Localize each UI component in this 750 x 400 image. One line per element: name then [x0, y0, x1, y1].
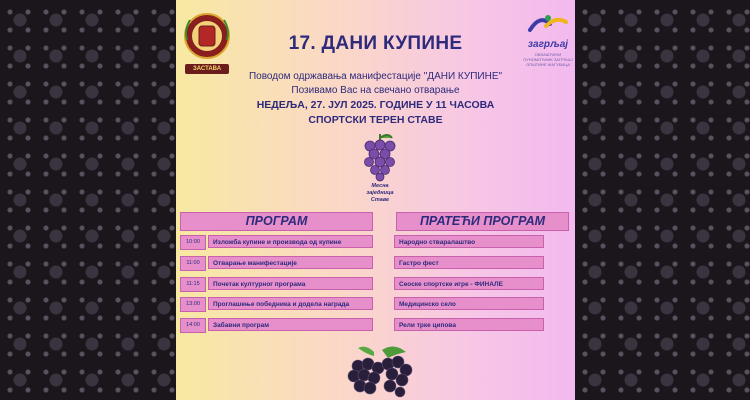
program-time: 10:00 [180, 235, 206, 250]
page-title: 17. ДАНИ КУПИНЕ [288, 33, 463, 54]
program-time: 14:00 [180, 318, 206, 333]
side-program-heading: ПРАТЕЋИ ПРОГРАМ [396, 212, 569, 231]
grapes-icon [360, 132, 400, 182]
event-date: НЕДЕЉА, 27. ЈУЛ 2025. ГОДИНЕ У 11 ЧАСОВА [256, 99, 495, 111]
program-heading: ПРОГРАМ [180, 212, 373, 231]
logo-subtitle: ОВЛАШЋЕНИ ПУНОМОЋНИК ЗАГРЉАЈ ОПШТИНЕ ЖАГУБИЦА [523, 52, 573, 67]
program-item: Изложба купине и производа од купине [208, 235, 373, 248]
intro-line-1: Поводом одржавања манифестације "ДАНИ КУПИНЕ" [248, 71, 503, 82]
program-item: Отварање манифестације [208, 256, 373, 269]
program-item: Проглашење победника и додела награда [208, 297, 373, 310]
zagrljaj-logo [522, 14, 574, 76]
program-time: 13:00 [180, 297, 206, 312]
blackberries-icon [344, 342, 416, 400]
program-item: Забавни програм [208, 318, 373, 331]
logo-word: загрљај [527, 39, 569, 50]
side-program-item: Рели трке ципова [394, 318, 544, 331]
blackberry-background-right [575, 0, 750, 400]
side-program-item: Народно стваралаштво [394, 235, 544, 248]
emblem-banner: ЗАСТАВА [185, 64, 229, 74]
side-program-item: Гастро фест [394, 256, 544, 269]
logo-swoosh-icon [526, 14, 570, 34]
blackberry-background-left [0, 0, 176, 400]
program-time: 11:00 [180, 256, 206, 271]
poster [176, 0, 575, 400]
program-time: 11:15 [180, 277, 206, 292]
intro-line-2: Позивамо Вас на свечано отварање [291, 85, 460, 96]
community-label: Месна заједница Ставе [366, 183, 394, 203]
side-program-item: Сеоске спортске игре - ФИНАЛЕ [394, 277, 544, 290]
side-program-item: Медицинско село [394, 297, 544, 310]
program-item: Почетак културног програма [208, 277, 373, 290]
event-location: СПОРТСКИ ТЕРЕН СТАВЕ [308, 114, 443, 126]
